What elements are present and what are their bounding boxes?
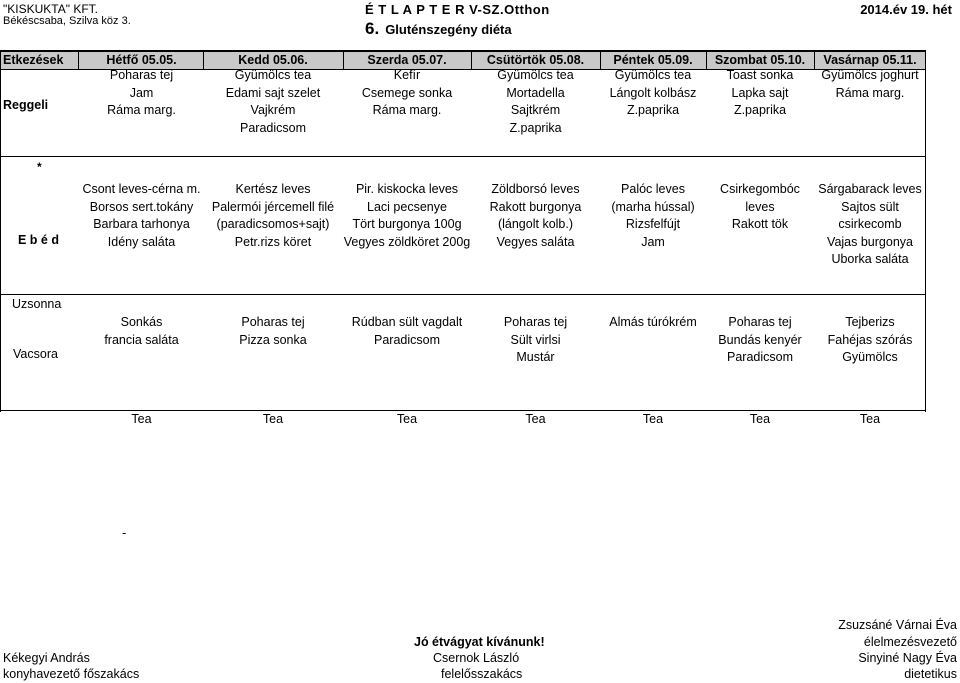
menu-item: Ráma marg. bbox=[835, 85, 905, 100]
menu-item: Palermói jércemell filé bbox=[211, 199, 335, 214]
menu-item: Lángolt kolbász bbox=[609, 85, 697, 100]
dinner-tue bbox=[203, 314, 343, 349]
footer-right-name2: Sinyiné Nagy Éva bbox=[858, 651, 957, 665]
footer-right-name1: Zsuzsáné Várnai Éva bbox=[838, 618, 957, 632]
lunch-tue bbox=[203, 181, 343, 251]
lunch-thu bbox=[471, 181, 600, 251]
menu-item: Tejberizs bbox=[845, 315, 895, 329]
lunch-fri bbox=[600, 181, 706, 251]
header-meals: Etkezések bbox=[3, 53, 64, 67]
menu-item: Z.paprika bbox=[733, 103, 787, 117]
lunch-sat bbox=[706, 181, 814, 234]
menu-item: Ráma marg. bbox=[107, 103, 176, 117]
menu-item: Laci pecsenye bbox=[367, 199, 447, 214]
menu-item: Sajtos sült bbox=[841, 199, 899, 214]
menu-item: (lángolt kolb.) bbox=[497, 217, 574, 231]
menu-item: Sárgabarack leves bbox=[818, 182, 922, 196]
menu-item: (marha hússal) bbox=[611, 199, 695, 214]
dinner-sat bbox=[706, 314, 814, 367]
footer-left-name: Kékegyi András bbox=[3, 651, 90, 665]
diet-number: 6. bbox=[365, 19, 380, 38]
row-label-breakfast: Reggeli bbox=[3, 98, 49, 112]
menu-item: Sonkás bbox=[120, 315, 163, 329]
company-name: "KISKUKTA" KFT. bbox=[3, 2, 98, 16]
menu-item: (paradicsomos+sajt) bbox=[216, 217, 330, 231]
menu-item: Poharas tej bbox=[241, 315, 305, 329]
menu-item: Fahéjas szórás bbox=[827, 332, 913, 347]
breakfast-tue bbox=[203, 67, 343, 137]
menu-item: Rakott burgonya bbox=[489, 199, 582, 214]
menu-item: Z.paprika bbox=[626, 103, 680, 117]
lunch-sun bbox=[814, 181, 926, 269]
row-label-dinner: Vacsora bbox=[13, 347, 58, 361]
menu-item: Kefír bbox=[393, 68, 421, 82]
menu-item: Mortadella bbox=[506, 85, 565, 100]
lunch-mon bbox=[80, 181, 203, 251]
menu-item: Kertész leves bbox=[235, 182, 311, 196]
menu-item: Barbara tarhonya bbox=[93, 217, 190, 231]
menu-item: Csont leves-cérna m. bbox=[82, 182, 201, 196]
menu-item: Csemege sonka bbox=[361, 85, 453, 100]
menu-item: Vajas burgonya bbox=[827, 234, 913, 249]
menu-item: csirkecomb bbox=[838, 217, 902, 231]
row-separator bbox=[0, 294, 926, 295]
row-separator bbox=[0, 156, 926, 157]
menu-item: Bundás kenyér bbox=[718, 332, 802, 347]
menu-item: Rizsfelfújt bbox=[625, 217, 681, 231]
breakfast-mon bbox=[80, 67, 203, 120]
menu-item: Gyümölcs tea bbox=[234, 68, 312, 82]
row-label-lunch: E b é d bbox=[18, 233, 59, 247]
table-left-border bbox=[0, 50, 1, 412]
menu-item: Almás túrókrém bbox=[609, 315, 697, 329]
menu-item: Petr.rizs köret bbox=[234, 234, 312, 249]
menu-item: Z.paprika bbox=[509, 120, 562, 135]
menu-item: Tört burgonya 100g bbox=[352, 217, 462, 231]
menu-item: Gyümölcs joghurt bbox=[821, 68, 919, 82]
menu-item: Rúdban sült vagdalt bbox=[351, 315, 463, 329]
footer-center-name: Csernok László bbox=[433, 651, 520, 665]
tea-sun: Tea bbox=[859, 412, 881, 426]
menu-item: Idény saláta bbox=[107, 234, 176, 249]
row-label-snack: Uzsonna bbox=[12, 297, 62, 311]
dinner-mon bbox=[80, 314, 203, 349]
menu-item: Ráma marg. bbox=[372, 103, 442, 117]
menu-item: Edami sajt szelet bbox=[225, 85, 321, 100]
footer-greeting: Jó étvágyat kívánunk! bbox=[414, 635, 545, 649]
menu-item: Poharas tej bbox=[109, 68, 174, 82]
dinner-sun bbox=[814, 314, 926, 367]
dinner-fri bbox=[600, 314, 706, 332]
footer-right-role2: dietetikus bbox=[904, 667, 957, 681]
dinner-thu bbox=[471, 314, 600, 367]
tea-wed: Tea bbox=[396, 412, 418, 426]
menu-item: leves bbox=[745, 199, 775, 214]
menu-item: Csirkegombóc bbox=[720, 182, 800, 196]
star-marker: * bbox=[37, 160, 42, 174]
menu-item: Zöldborsó leves bbox=[491, 182, 580, 196]
menu-item: Gyümölcs bbox=[842, 350, 898, 364]
menu-item: Poharas tej bbox=[503, 315, 568, 329]
breakfast-sat bbox=[706, 67, 814, 120]
tea-thu: Tea bbox=[525, 412, 546, 426]
menu-item: Pir. kiskocka leves bbox=[355, 182, 459, 196]
tea-mon: Tea bbox=[131, 412, 152, 426]
week-label: 2014.év 19. hét bbox=[860, 2, 952, 17]
footer-right-role1: élelmezésvezető bbox=[863, 635, 957, 649]
menu-item: Vegyes saláta bbox=[496, 234, 575, 249]
menu-item: Lapka sajt bbox=[731, 85, 789, 100]
breakfast-wed bbox=[343, 67, 471, 120]
dash-mark: - bbox=[122, 525, 127, 540]
footer-left-role: konyhavezető főszakács bbox=[3, 667, 140, 681]
header-day-fri: Péntek 05.09. bbox=[613, 53, 693, 67]
menu-item: Vegyes zöldköret 200g bbox=[343, 234, 471, 249]
menu-item: Vajkrém bbox=[250, 103, 296, 117]
tea-sat: Tea bbox=[749, 412, 771, 426]
menu-item: Borsos sert.tokány bbox=[89, 199, 194, 214]
grid-line bbox=[78, 50, 79, 69]
document-title: É T L A P T E R V-SZ.Otthon bbox=[365, 2, 550, 17]
menu-item: Paradicsom bbox=[240, 120, 306, 135]
menu-item: Paradicsom bbox=[374, 332, 440, 347]
tea-fri: Tea bbox=[642, 412, 664, 426]
menu-item: Jam bbox=[641, 234, 665, 249]
breakfast-thu bbox=[471, 67, 600, 137]
header-day-tue: Kedd 05.06. bbox=[238, 53, 308, 67]
menu-item: Toast sonka bbox=[726, 68, 794, 82]
company-address: Békéscsaba, Szilva köz 3. bbox=[3, 15, 131, 27]
header-day-sat: Szombat 05.10. bbox=[714, 53, 806, 67]
header-day-wed: Szerda 05.07. bbox=[367, 53, 447, 67]
menu-item: Jam bbox=[129, 85, 154, 100]
footer-center-role: felelősszakács bbox=[441, 667, 523, 681]
header-day-mon: Hétfő 05.05. bbox=[106, 53, 177, 67]
header-day-sun: Vasárnap 05.11. bbox=[823, 53, 917, 67]
menu-item: Gyümölcs tea bbox=[497, 68, 574, 82]
lunch-wed bbox=[343, 181, 471, 251]
menu-item: Palóc leves bbox=[621, 182, 685, 196]
menu-item: francia saláta bbox=[104, 332, 179, 347]
menu-item: Rakott tök bbox=[731, 217, 789, 231]
menu-item: Paradicsom bbox=[727, 350, 793, 364]
header-day-thu: Csütörtök 05.08. bbox=[486, 53, 585, 67]
dinner-wed bbox=[343, 314, 471, 349]
tea-tue: Tea bbox=[262, 412, 284, 426]
breakfast-sun bbox=[814, 67, 926, 102]
menu-item: Sült virlsi bbox=[510, 332, 561, 347]
diet-name: Gluténszegény diéta bbox=[385, 22, 512, 37]
menu-item: Poharas tej bbox=[728, 315, 792, 329]
menu-item: Uborka saláta bbox=[831, 252, 909, 266]
menu-item: Pizza sonka bbox=[239, 332, 307, 347]
diet-subtitle bbox=[365, 19, 512, 39]
menu-item: Gyümölcs tea bbox=[614, 68, 692, 82]
menu-item: Sajtkrém bbox=[510, 103, 561, 117]
breakfast-fri bbox=[600, 67, 706, 120]
menu-item: Mustár bbox=[516, 350, 555, 364]
